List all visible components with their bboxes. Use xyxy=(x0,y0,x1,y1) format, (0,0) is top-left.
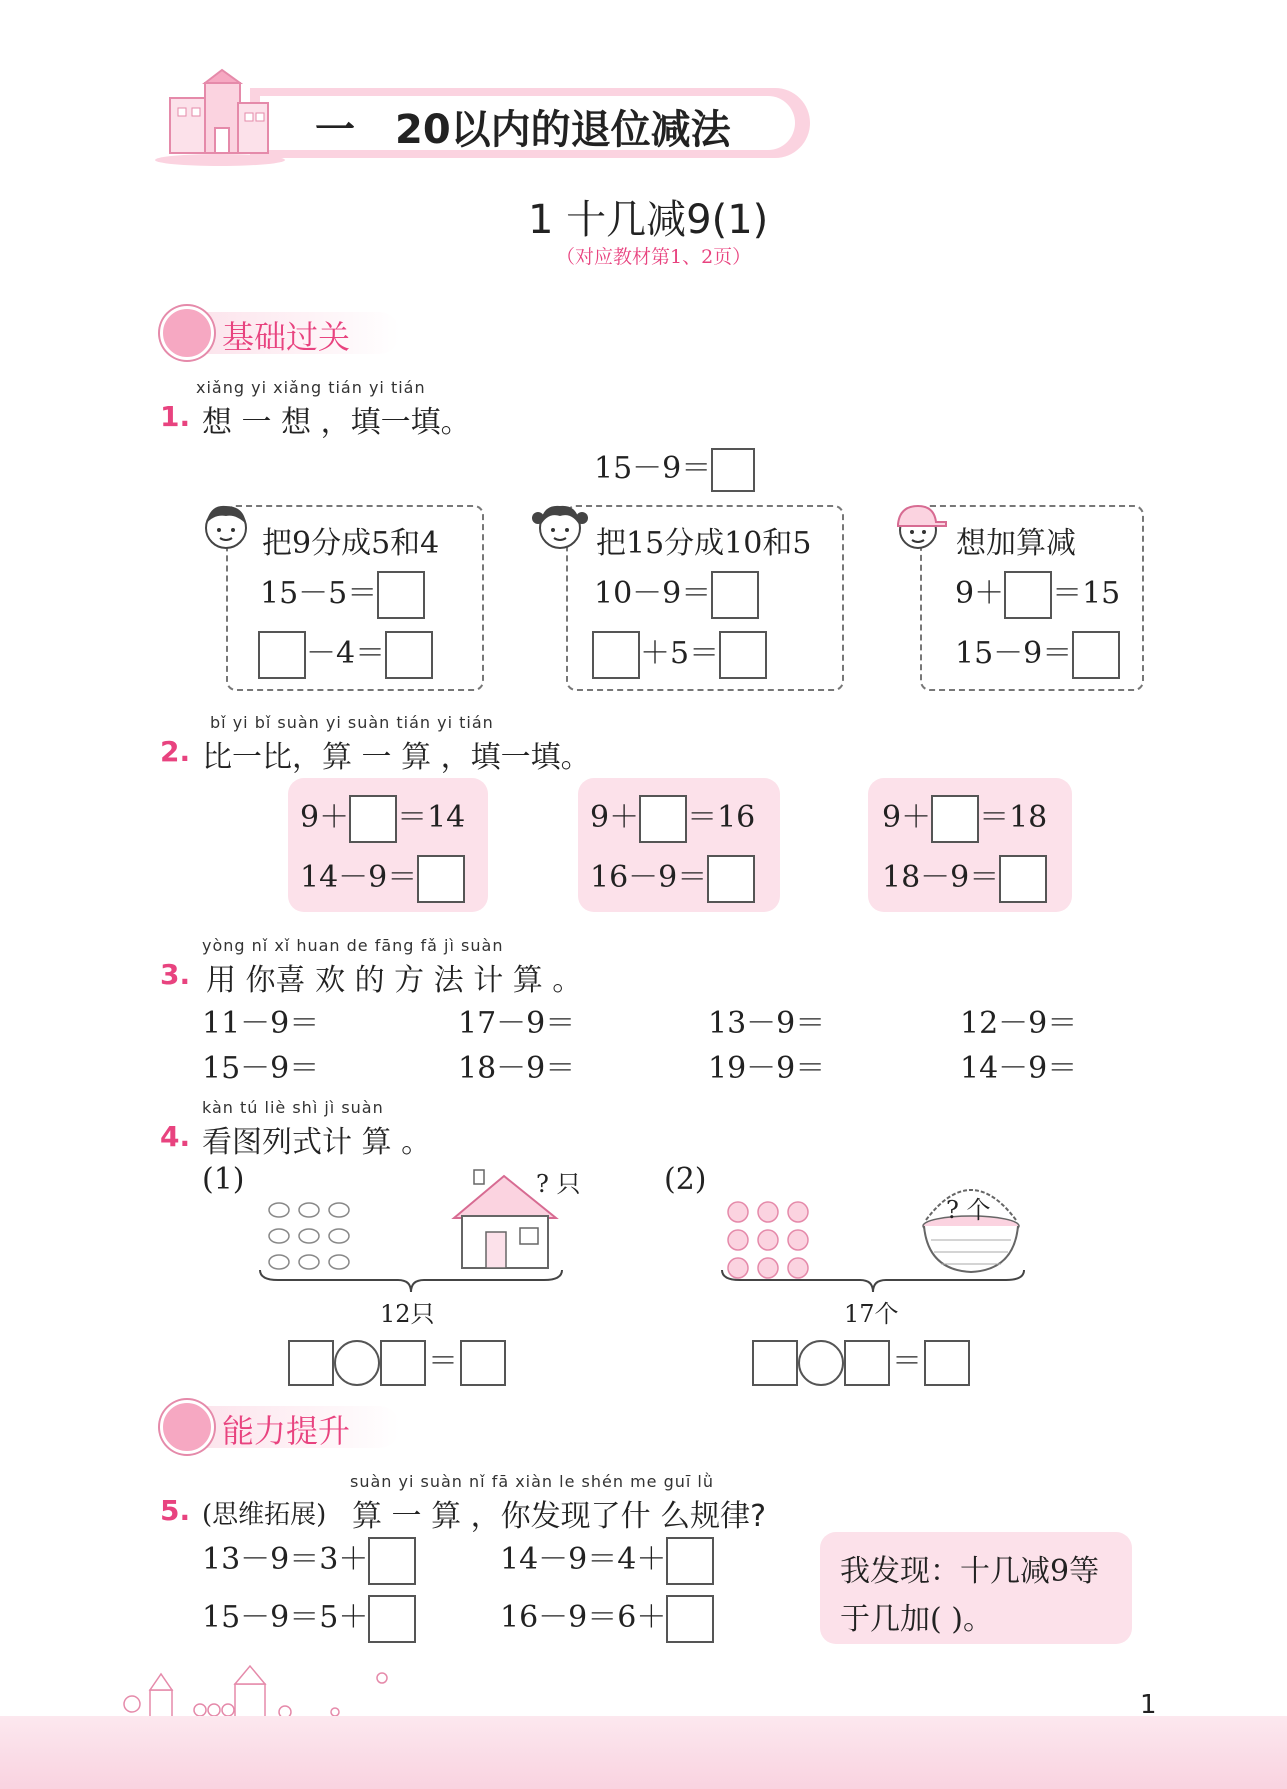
q4-part1-question: ? 只 xyxy=(536,1170,581,1198)
expr: ＝14 xyxy=(397,800,466,835)
answer-box[interactable] xyxy=(460,1340,506,1386)
girl-avatar xyxy=(532,500,588,556)
q5-number: 5. xyxy=(160,1494,191,1527)
equals-sign: ＝ xyxy=(892,1344,922,1379)
page-number: 1 xyxy=(1140,1690,1157,1720)
answer-box[interactable] xyxy=(999,855,1047,903)
q4-part2-total: 17个 xyxy=(844,1300,899,1328)
answer-box[interactable] xyxy=(931,795,979,843)
q3-item: 18－9＝ xyxy=(458,1051,576,1086)
q5-finding-line2: 于几加( )。 xyxy=(840,1602,993,1637)
section-icon xyxy=(160,306,214,360)
q1-box2-label: 把15分成10和5 xyxy=(596,526,812,561)
q1-title: 想 一 想 ，填一填。 xyxy=(202,405,471,440)
answer-box[interactable] xyxy=(385,631,433,679)
operator-circle[interactable] xyxy=(334,1340,380,1386)
q3-item: 17－9＝ xyxy=(458,1006,576,1041)
q3-item: 13－9＝ xyxy=(708,1006,826,1041)
q5-item-4 xyxy=(500,1592,714,1643)
q1-box3-row1 xyxy=(955,568,1120,619)
q5-prefix: (思维拓展) xyxy=(202,1500,327,1530)
q1-box1-row1 xyxy=(260,568,425,619)
expr: 9＋ xyxy=(300,800,350,835)
answer-box[interactable] xyxy=(719,631,767,679)
answer-box[interactable] xyxy=(349,795,397,843)
answer-box[interactable] xyxy=(711,571,759,619)
q3-number: 3. xyxy=(160,958,191,991)
expr: 14－9＝ xyxy=(300,860,418,895)
expr: ＝16 xyxy=(687,800,756,835)
answer-box[interactable] xyxy=(377,571,425,619)
answer-box[interactable] xyxy=(417,855,465,903)
q5-finding-line1: 我发现：十几减9等 xyxy=(840,1554,1100,1589)
answer-box[interactable] xyxy=(380,1340,426,1386)
expr: 16－9＝6＋ xyxy=(500,1600,667,1635)
answer-box[interactable] xyxy=(711,448,755,492)
unit-header xyxy=(150,88,810,158)
footer-band xyxy=(0,1716,1287,1789)
answer-box[interactable] xyxy=(1004,571,1052,619)
expr: ＋5＝ xyxy=(640,636,720,671)
q5-item-1 xyxy=(202,1534,416,1585)
expr: 9＋ xyxy=(955,576,1005,611)
answer-box[interactable] xyxy=(1072,631,1120,679)
q5-item-3 xyxy=(500,1534,714,1585)
q5-title: 算 一 算 ，你发现了什 么规律? xyxy=(352,1499,767,1534)
q4-part2-equation xyxy=(752,1336,970,1386)
answer-box[interactable] xyxy=(368,1537,416,1585)
q3-item: 12－9＝ xyxy=(960,1006,1078,1041)
operator-circle[interactable] xyxy=(798,1340,844,1386)
q4-part2-question: ? 个 xyxy=(946,1196,991,1224)
expr: 9＋ xyxy=(882,800,932,835)
expr: 16－9＝ xyxy=(590,860,708,895)
equals-sign: ＝ xyxy=(428,1344,458,1379)
q1-box3-label: 想加算减 xyxy=(956,526,1076,561)
q4-part2-label: (2) xyxy=(664,1162,707,1197)
q2-g3-row2 xyxy=(882,852,1047,903)
q1-top-equation xyxy=(594,443,755,492)
q1-box3-row2 xyxy=(955,628,1120,679)
q2-title: 比一比，算 一 算 ，填一填。 xyxy=(202,740,591,775)
q2-pinyin: bǐ yi bǐ suàn yi suàn tián yi tián xyxy=(210,713,494,732)
section-icon xyxy=(160,1400,214,1454)
expr: 10－9＝ xyxy=(594,576,712,611)
q1-top-expr: 15－9＝ xyxy=(594,451,712,486)
q1-box2-row2 xyxy=(592,628,767,679)
section-basic-header xyxy=(160,306,400,356)
expr: 15－5＝ xyxy=(260,576,378,611)
answer-box[interactable] xyxy=(752,1340,798,1386)
answer-box[interactable] xyxy=(666,1537,714,1585)
q3-item: 19－9＝ xyxy=(708,1051,826,1086)
section-basic-title: 基础过关 xyxy=(222,318,351,356)
q2-g2-row1 xyxy=(590,792,755,843)
expr: ＝18 xyxy=(979,800,1048,835)
q5-pinyin: suàn yi suàn nǐ fā xiàn le shén me guī lǜ xyxy=(350,1472,715,1491)
cap-boy-avatar xyxy=(892,500,948,556)
answer-box[interactable] xyxy=(707,855,755,903)
q3-item: 14－9＝ xyxy=(960,1051,1078,1086)
q2-g1-row2 xyxy=(300,852,465,903)
q4-part1-equation xyxy=(288,1336,506,1386)
q4-pinyin: kàn tú liè shì jì suàn xyxy=(202,1098,384,1117)
answer-box[interactable] xyxy=(288,1340,334,1386)
q3-item: 15－9＝ xyxy=(202,1051,320,1086)
q1-pinyin: xiǎng yi xiǎng tián yi tián xyxy=(196,378,426,397)
answer-box[interactable] xyxy=(844,1340,890,1386)
q1-number: 1. xyxy=(160,400,191,433)
q3-item: 11－9＝ xyxy=(202,1006,320,1041)
q1-box2-row1 xyxy=(594,568,759,619)
section-advanced-title: 能力提升 xyxy=(222,1412,351,1450)
q2-number: 2. xyxy=(160,735,191,768)
lesson-reference: （对应教材第1、2页） xyxy=(556,246,752,268)
q1-box1-label: 把9分成5和4 xyxy=(262,526,440,561)
q2-g2-row2 xyxy=(590,852,755,903)
expr: 18－9＝ xyxy=(882,860,1000,895)
lesson-title: 1 十几减9(1) xyxy=(528,197,769,243)
q2-g3-row1 xyxy=(882,792,1047,843)
expr: 13－9＝3＋ xyxy=(202,1542,369,1577)
expr: ＝15 xyxy=(1052,576,1121,611)
expr: 14－9＝4＋ xyxy=(500,1542,667,1577)
q3-title: 用 你喜 欢 的 方 法 计 算 。 xyxy=(206,963,583,998)
answer-box[interactable] xyxy=(639,795,687,843)
answer-box[interactable] xyxy=(368,1595,416,1643)
q4-title: 看图列式计 算 。 xyxy=(202,1125,432,1160)
expr: 9＋ xyxy=(590,800,640,835)
q4-number: 4. xyxy=(160,1120,191,1153)
q3-pinyin: yòng nǐ xǐ huan de fāng fǎ jì suàn xyxy=(202,936,504,955)
answer-box[interactable] xyxy=(924,1340,970,1386)
unit-title: 20以内的退位减法 xyxy=(395,107,731,153)
answer-box[interactable] xyxy=(666,1595,714,1643)
expr: 15－9＝5＋ xyxy=(202,1600,369,1635)
q4-part1-total: 12只 xyxy=(380,1300,435,1328)
q4-part1-label: (1) xyxy=(202,1162,245,1197)
answer-box[interactable] xyxy=(592,631,640,679)
unit-label: 一 xyxy=(315,107,355,153)
boy-avatar xyxy=(200,500,252,556)
castle-illustration xyxy=(150,68,290,172)
answer-box[interactable] xyxy=(258,631,306,679)
q5-item-2 xyxy=(202,1592,416,1643)
section-advanced-header xyxy=(160,1400,400,1450)
q2-g1-row1 xyxy=(300,792,465,843)
q1-box1-row2 xyxy=(258,628,433,679)
expr: －4＝ xyxy=(306,636,386,671)
expr: 15－9＝ xyxy=(955,636,1073,671)
